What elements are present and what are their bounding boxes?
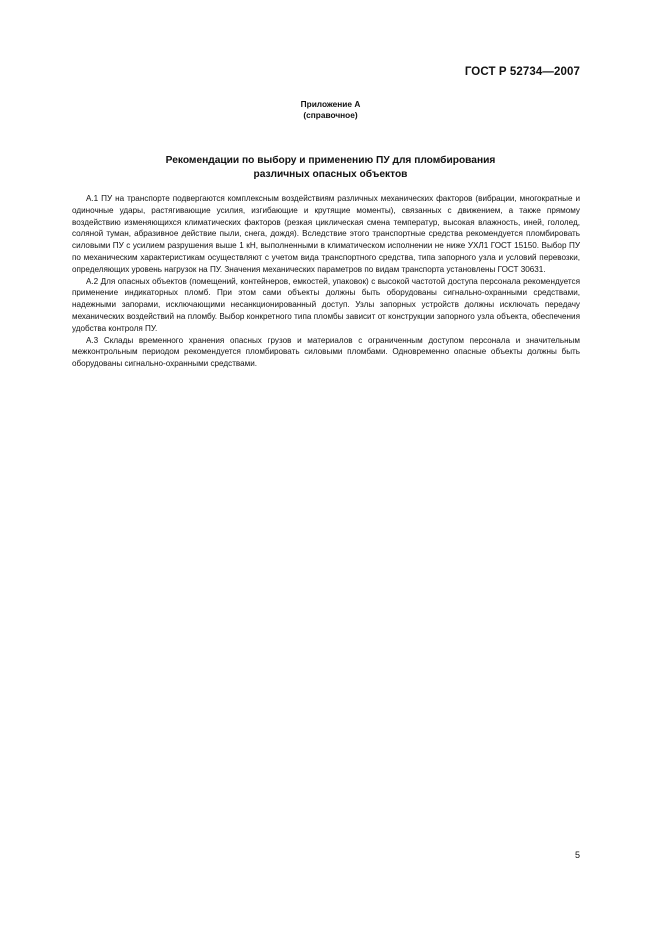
appendix-title	[0, 154, 661, 181]
appendix-title-line-1: Рекомендации по выбору и применению ПУ для пломбирования	[165, 155, 496, 166]
page-number: 5	[574, 850, 580, 860]
appendix-title-line-2: различных опасных объектов	[253, 168, 408, 180]
paragraph-a3: А.3 Склады временного хранения опасных грузов и материалов с ограниченным доступом персонала и значительным межконтрольным периодом рекомендуется пломбировать силовыми пломбами. Одновременно опасные объекты должны быть оборудованы сигнально-охранными средствами.	[72, 335, 580, 369]
document-code: ГОСТ Р 52734—2007	[464, 66, 580, 78]
appendix-body	[72, 193, 580, 370]
paragraph-a2: А.2 Для опасных объектов (помещений, контейнеров, емкостей, упаковок) с высокой частотой доступа персонала рекомендуется применение индикаторных пломб. При этом сами объекты должны быть оборудованы сигнально-охранными средствами, надежными запорами, исключающими несанкционированный доступ. Узлы запорных устройств должны исключать передачу механических воздействий на пломбу. Выбор конкретного типа пломбы зависит от конструкции запорного узла объекта, обеспечения удобства контроля ПУ.	[72, 276, 580, 333]
appendix-heading	[0, 99, 661, 121]
paragraph-a1: А.1 ПУ на транспорте подвергаются комплексным воздействиям различных механических факторов (вибрации, многократные и одиночные удары, растягивающие усилия, изгибающие и крутящие моменты), связанных с движением, а также прямому воздействию изменяющихся климатических факторов (резкая циклическая смена температур, высокая влажность, иней, гололед, соляной туман, абразивное действие пыли, снега, дождя). Вследствие этого транспортные средства рекомендуется пломбировать силовыми ПУ с усилием разрушения выше 1 кН, выполненными в климатическом исполнении не ниже УХЛ1 ГОСТ 15150. Выбор ПУ по механическим характеристикам осуществляют с учетом вида транспортного средства, типа запорного узла и условий перевозки, определяющих уровень нагрузок на ПУ. Значения механических параметров по видам транспорта установлены ГОСТ 30631.	[72, 194, 580, 274]
appendix-label: Приложение А	[300, 99, 361, 109]
appendix-kind: (справочное)	[303, 110, 358, 120]
